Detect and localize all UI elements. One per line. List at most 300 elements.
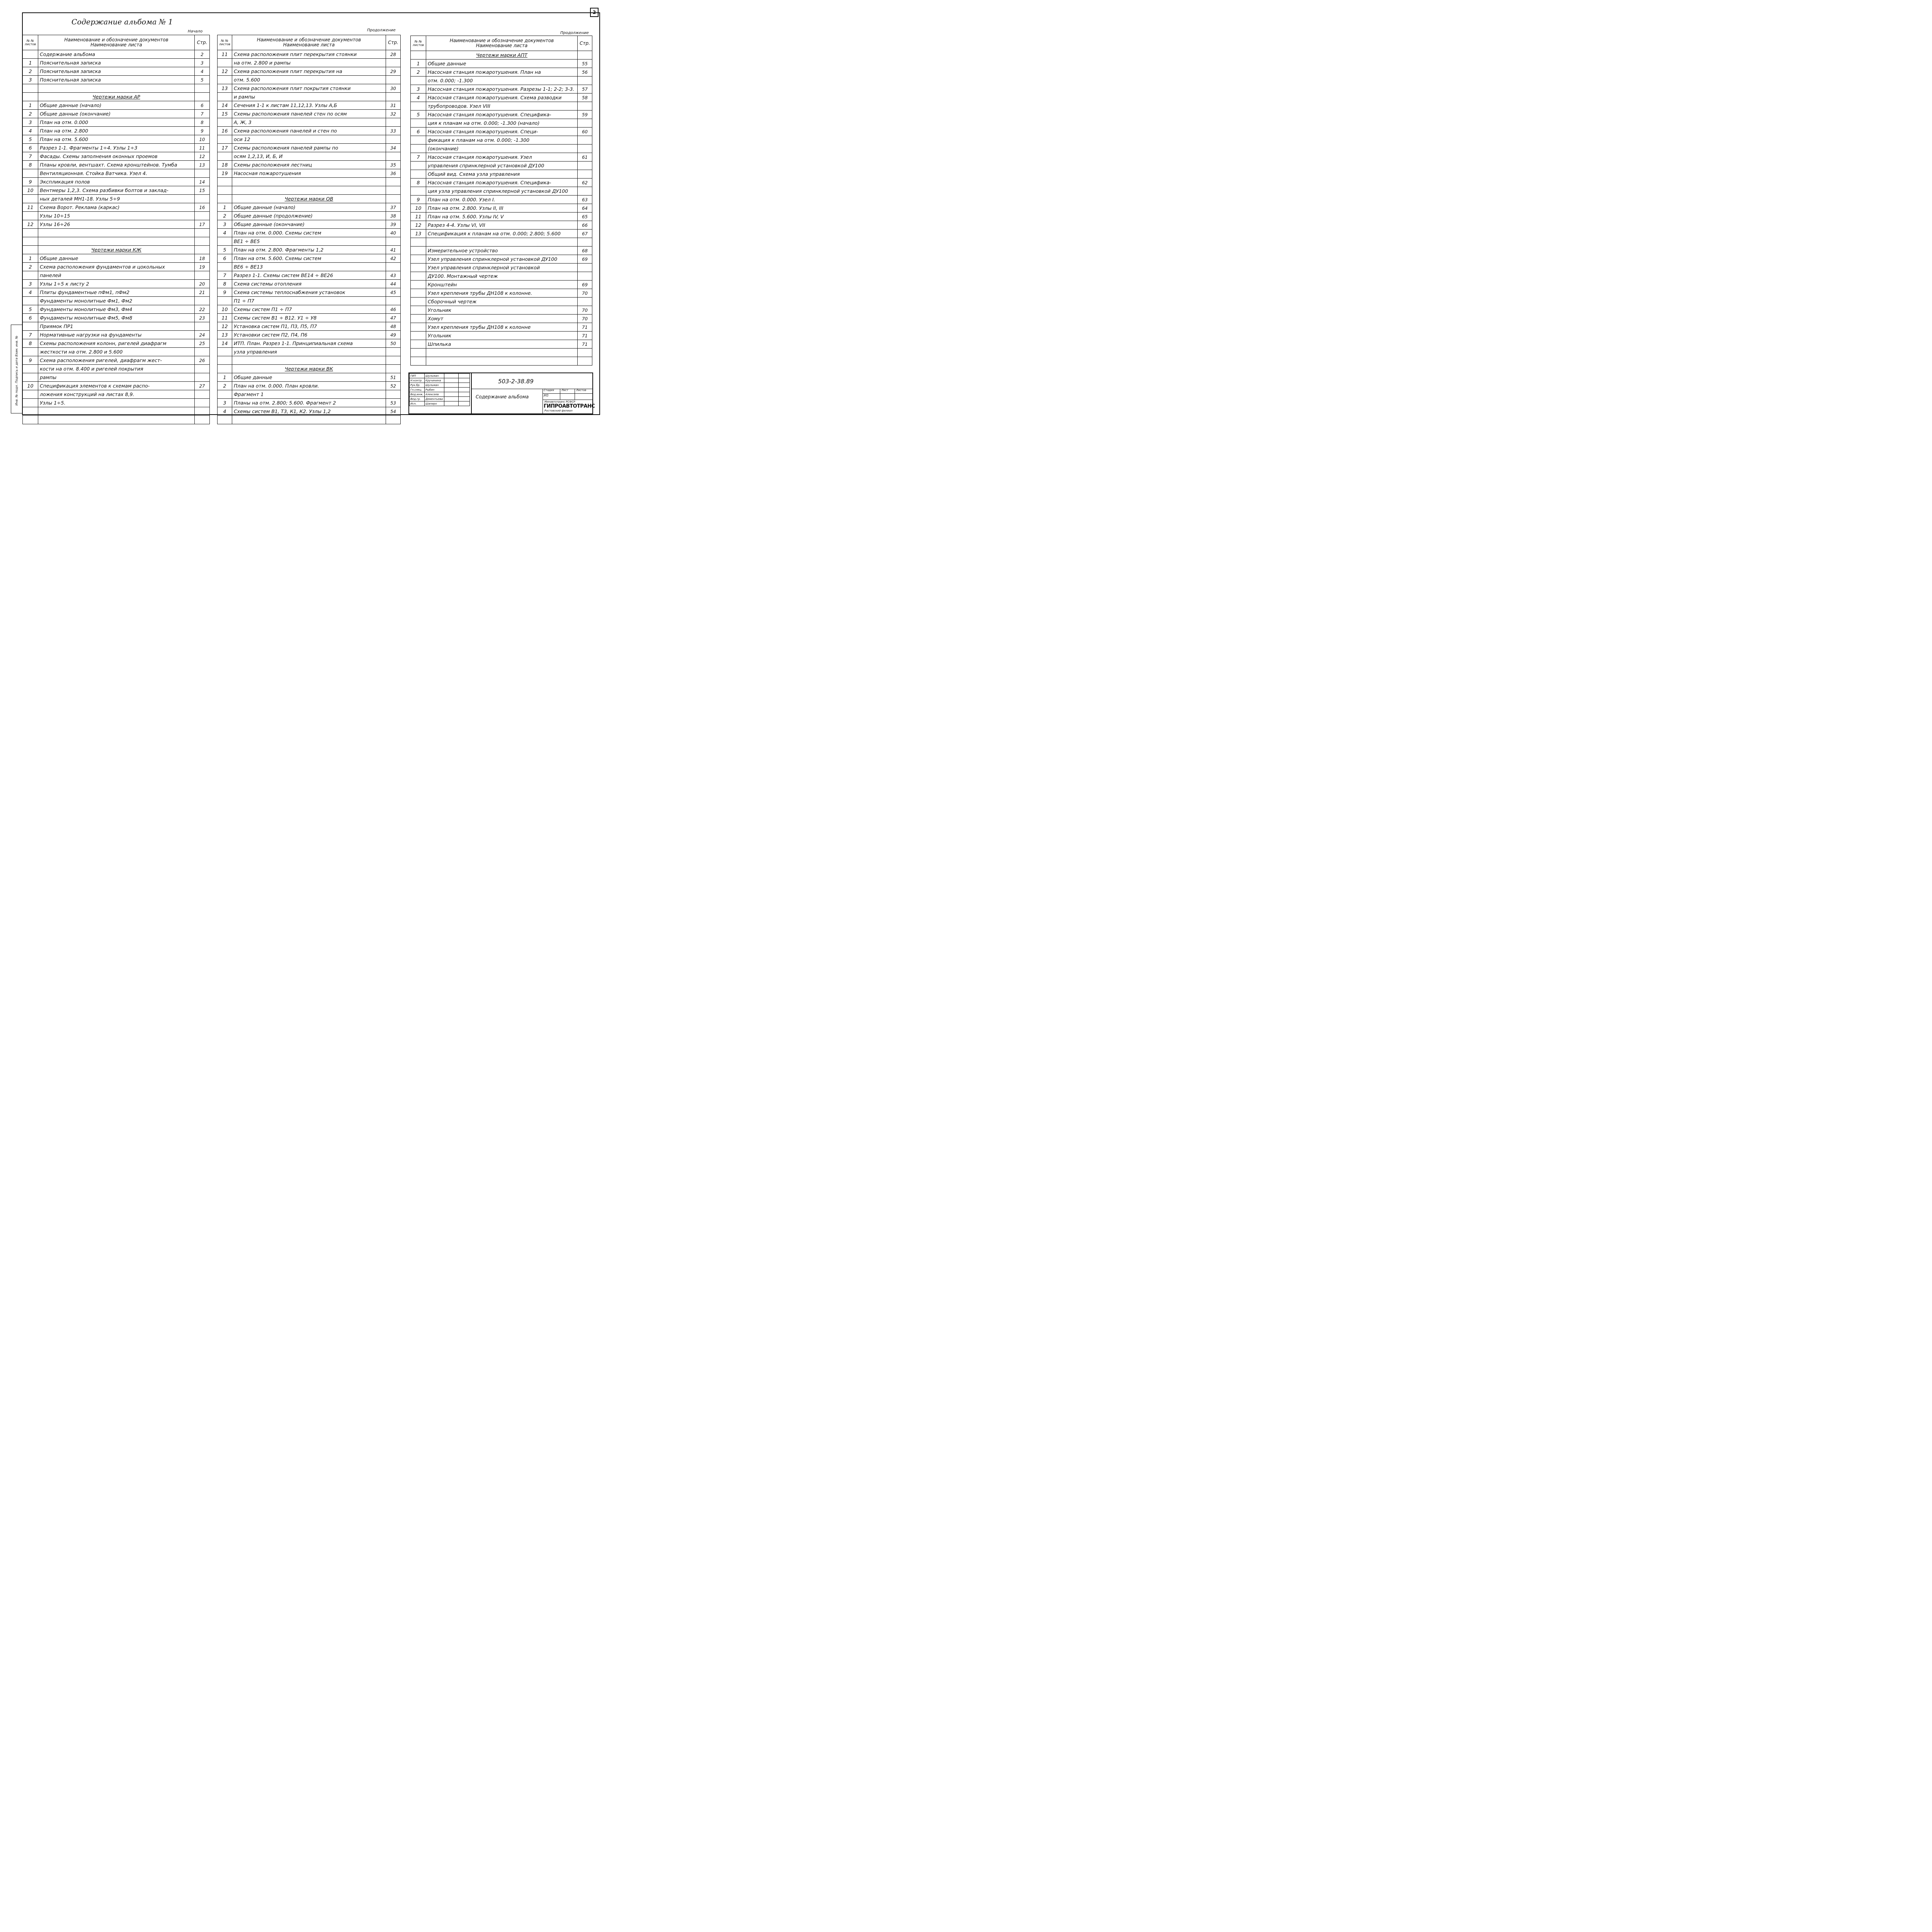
sheet-number — [411, 298, 426, 306]
page-ref — [386, 152, 401, 161]
sheet-number — [411, 332, 426, 340]
page-ref: 42 — [386, 254, 401, 263]
table-row — [218, 212, 401, 220]
table-row — [23, 280, 210, 288]
sheet-name: оси 12 — [232, 135, 386, 144]
sheet-number — [23, 365, 38, 373]
sheet-name: Насосная станция пожаротушения. Специфика- — [426, 111, 578, 119]
table-row — [218, 382, 401, 390]
sheet-number: 9 — [23, 178, 38, 186]
page-ref — [386, 76, 401, 84]
table-row — [23, 390, 210, 399]
sheet-number — [411, 119, 426, 128]
sheet-number — [218, 195, 232, 203]
page-ref: 20 — [195, 280, 210, 288]
table-row — [23, 331, 210, 339]
sheet-number — [23, 229, 38, 237]
sheet-name: Схема системы теплоснабжения установок — [232, 288, 386, 297]
page-ref — [578, 298, 592, 306]
table-row — [411, 111, 592, 119]
signature-role: Рук.бр. — [410, 383, 425, 388]
sheet-name: на отм. 2.800 и рампы — [232, 59, 386, 67]
page-ref: 69 — [578, 281, 592, 289]
page-ref — [195, 373, 210, 382]
table-row — [23, 382, 210, 390]
page-ref: 69 — [578, 255, 592, 264]
section-heading: Чертежи марки КЖ — [38, 246, 195, 254]
sheet-name: Узлы 10÷15 — [38, 212, 195, 220]
signature-role: ГИП — [410, 374, 425, 378]
page-ref: 23 — [195, 314, 210, 322]
section-heading: Чертежи марки АПТ — [426, 51, 578, 60]
table-row — [411, 60, 592, 68]
table-row — [218, 76, 401, 84]
page-ref: 8 — [195, 118, 210, 127]
sheet-label: Лист — [561, 389, 568, 392]
page-ref: 31 — [386, 101, 401, 110]
table-row — [411, 85, 592, 94]
sheet-number — [411, 264, 426, 272]
sheet-name: Установки систем П2, П4, П6 — [232, 331, 386, 339]
page-ref: 34 — [386, 144, 401, 152]
sheet-number — [218, 118, 232, 127]
sheet-number: 8 — [23, 339, 38, 348]
page-ref: 63 — [578, 196, 592, 204]
sheet-number: 12 — [218, 67, 232, 76]
title-block — [408, 372, 593, 414]
sheet-number: 5 — [218, 246, 232, 254]
sheet-number: 3 — [218, 399, 232, 407]
signature-name: Шульман — [425, 374, 444, 378]
sheet-number: 8 — [218, 280, 232, 288]
signature-date — [459, 378, 470, 383]
sheet-number: 6 — [23, 144, 38, 152]
table-row — [218, 314, 401, 322]
table-row — [411, 332, 592, 340]
sheet-name: Схемы систем В1, Т3, К1, К2. Узлы 1,2 — [232, 407, 386, 416]
page-ref: 17 — [195, 220, 210, 229]
table-row — [218, 59, 401, 67]
page-ref — [578, 77, 592, 85]
sheet-number: 7 — [23, 331, 38, 339]
sheet-name: Плиты фундаментные пФм1, пФм2 — [38, 288, 195, 297]
page-ref — [195, 246, 210, 254]
table-row — [218, 271, 401, 280]
sheet-name: Узел управления спринклерной установкой — [426, 264, 578, 272]
table-row — [218, 135, 401, 144]
sheet-number: 2 — [23, 263, 38, 271]
signature-date — [459, 383, 470, 388]
sheet-number: 8 — [411, 179, 426, 187]
table-row — [411, 136, 592, 145]
page-ref: 71 — [578, 332, 592, 340]
signature-row — [410, 374, 470, 378]
page-ref: 41 — [386, 246, 401, 254]
page-ref — [195, 416, 210, 424]
signature-role: Н.контр. — [410, 378, 425, 383]
table-row — [23, 93, 210, 101]
sheet-number — [23, 416, 38, 424]
sheet-number — [218, 348, 232, 356]
page-ref: 5 — [195, 76, 210, 84]
sheet-number — [23, 297, 38, 305]
sheet-name: Схема расположения плит перекрытия на — [232, 67, 386, 76]
table-row — [218, 110, 401, 118]
sheet-number — [411, 170, 426, 179]
sheet-name: Фундаменты монолитные Фм1, Фм2 — [38, 297, 195, 305]
sheet-number — [218, 178, 232, 186]
sheet-name: Общие данные (продолжение) — [232, 212, 386, 220]
page-ref: 33 — [386, 127, 401, 135]
sheet-name: Схема расположения ригелей, диафрагм жест- — [38, 356, 195, 365]
page-ref — [195, 365, 210, 373]
page-ref: 58 — [578, 94, 592, 102]
sheet-name: Пояснительная записка — [38, 67, 195, 76]
sheet-number: 3 — [218, 220, 232, 229]
page-ref: 27 — [195, 382, 210, 390]
signature-date — [459, 401, 470, 406]
sheet-name: Схемы систем П1 ÷ П7 — [232, 305, 386, 314]
col-header-page: Стр. — [195, 35, 210, 50]
sheet-number — [23, 399, 38, 407]
page-ref: 60 — [578, 128, 592, 136]
sheet-number — [411, 357, 426, 366]
sheet-name: Узлы 16÷26 — [38, 220, 195, 229]
sheet-number: 1 — [218, 203, 232, 212]
sheet-name — [232, 178, 386, 186]
page-ref: 55 — [578, 60, 592, 68]
sheet-name: Кронштейн — [426, 281, 578, 289]
sheet-name: Узел крепления трубы ДН108 к колонне — [426, 323, 578, 332]
page-ref — [578, 349, 592, 357]
sheet-name: Фундаменты монолитные Фм3, Фм4 — [38, 305, 195, 314]
page-ref: 70 — [578, 306, 592, 315]
table-row — [23, 186, 210, 195]
sheet-number: 1 — [23, 101, 38, 110]
page-ref — [386, 297, 401, 305]
page-ref — [195, 169, 210, 178]
sheet-number — [411, 255, 426, 264]
document-code: 503-2-38.89 — [498, 378, 534, 385]
sheet-name: Насосная станция пожаротушения. Разрезы 1-1; 2-2; 3-3. — [426, 85, 578, 94]
page-ref: 66 — [578, 221, 592, 230]
table-row — [411, 102, 592, 111]
page-ref — [386, 365, 401, 373]
sheet-name: План на отм. 5.600. Схемы систем — [232, 254, 386, 263]
sheet-name: Общие данные (окончание) — [232, 220, 386, 229]
page-ref: 15 — [195, 186, 210, 195]
sheet-name: Вентиляционная. Стойка Ватчика. Узел 4. — [38, 169, 195, 178]
sheet-number: 13 — [218, 331, 232, 339]
sheet-name: Разрез 4-4. Узлы VI, VII — [426, 221, 578, 230]
sheet-number: 11 — [218, 50, 232, 59]
col-header-page: Стр. — [386, 35, 401, 50]
sheet-number: 1 — [411, 60, 426, 68]
page-ref: 13 — [195, 161, 210, 169]
table-row — [411, 68, 592, 77]
sheet-number: 2 — [218, 382, 232, 390]
table-row — [411, 77, 592, 85]
page-ref — [195, 399, 210, 407]
sheet-name: Приямок ПР1 — [38, 322, 195, 331]
table-row — [411, 213, 592, 221]
table-row — [23, 339, 210, 348]
page-ref: 57 — [578, 85, 592, 94]
sheet-name — [426, 349, 578, 357]
signature-role: Вед.инж. — [410, 392, 425, 397]
sheet-number — [411, 162, 426, 170]
sheet-name: узла управления — [232, 348, 386, 356]
sheet-name: Общие данные — [426, 60, 578, 68]
sheet-number: 11 — [23, 203, 38, 212]
table-row — [23, 297, 210, 305]
page-ref: 32 — [386, 110, 401, 118]
sheet-number: 10 — [23, 382, 38, 390]
sheet-number: 3 — [23, 118, 38, 127]
signature-mark — [444, 378, 459, 383]
page-ref — [195, 84, 210, 93]
sheet-name: Общие данные — [232, 373, 386, 382]
sheet-name: Насосная станция пожаротушения. Специ- — [426, 128, 578, 136]
sheet-name: Насосная станция пожаротушения. Схема разводки — [426, 94, 578, 102]
sheet-number: 9 — [218, 288, 232, 297]
sheet-number: 2 — [218, 212, 232, 220]
sheet-number — [411, 187, 426, 196]
page-ref: 3 — [195, 59, 210, 67]
page-ref: 35 — [386, 161, 401, 169]
sheet-number — [23, 390, 38, 399]
page-ref: 39 — [386, 220, 401, 229]
sheet-number: 6 — [218, 254, 232, 263]
sheet-name: осям 1,2,13, И, Б, И — [232, 152, 386, 161]
page-ref: 38 — [386, 212, 401, 220]
page-ref: 70 — [578, 289, 592, 298]
sheet-name: Фундаменты монолитные Фм5, Фм8 — [38, 314, 195, 322]
sheet-number — [411, 136, 426, 145]
table-row — [218, 186, 401, 195]
table-row — [23, 110, 210, 118]
table-2-caption: Продолжение — [367, 28, 396, 32]
sheet-name: Разрез 1-1. Схемы систем ВЕ14 ÷ ВЕ26 — [232, 271, 386, 280]
page-ref: 16 — [195, 203, 210, 212]
page-ref: 6 — [195, 101, 210, 110]
page-ref: 64 — [578, 204, 592, 213]
sheet-number — [411, 272, 426, 281]
sheet-number: 13 — [411, 230, 426, 238]
sheet-name: Экспликация полов — [38, 178, 195, 186]
sheet-name: панелей — [38, 271, 195, 280]
table-row — [23, 263, 210, 271]
page-ref — [386, 186, 401, 195]
sheet-name — [38, 407, 195, 416]
sheet-number — [218, 135, 232, 144]
table-row — [218, 144, 401, 152]
page-ref — [386, 416, 401, 424]
sheet-number: 18 — [218, 161, 232, 169]
page-ref — [578, 170, 592, 179]
page-ref: 36 — [386, 169, 401, 178]
table-row — [218, 331, 401, 339]
sheet-name: Узел крепления трубы ДН108 к колонне. — [426, 289, 578, 298]
page-ref: 19 — [195, 263, 210, 271]
sheet-name: Насосная станция пожаротушения. План на — [426, 68, 578, 77]
page-ref: 11 — [195, 144, 210, 152]
sheet-number: 6 — [411, 128, 426, 136]
sheet-number — [218, 297, 232, 305]
table-row — [23, 288, 210, 297]
sheet-number — [23, 169, 38, 178]
sheet-name: Шпилька — [426, 340, 578, 349]
sheet-number: 8 — [23, 161, 38, 169]
table-row — [218, 237, 401, 246]
table-row — [411, 238, 592, 247]
sheet-name — [38, 416, 195, 424]
sheet-number: 12 — [218, 322, 232, 331]
sheet-name: (окончание) — [426, 145, 578, 153]
col-header-num: № № листов — [218, 35, 232, 50]
table-row — [411, 247, 592, 255]
page-ref — [578, 136, 592, 145]
table-row — [23, 144, 210, 152]
col-header-name: Наименование и обозначение документов Наименование листа — [38, 35, 195, 50]
signature-row — [410, 388, 470, 392]
sheet-name: ложения конструкций на листах 8,9. — [38, 390, 195, 399]
table-row — [23, 220, 210, 229]
table-row — [218, 416, 401, 424]
signature-row — [410, 397, 470, 401]
sheet-name: Спецификация к планам на отм. 0.000; 2.800; 5.600 — [426, 230, 578, 238]
table-row — [218, 195, 401, 203]
sheet-number: 17 — [218, 144, 232, 152]
sheet-name: отм. 5.600 — [232, 76, 386, 84]
table-row — [23, 356, 210, 365]
sheet-name: Насосная пожаротушения — [232, 169, 386, 178]
sheet-name: отм. 0.000; -1.300 — [426, 77, 578, 85]
sheet-number: 11 — [411, 213, 426, 221]
signature-date — [459, 374, 470, 378]
table-row — [411, 230, 592, 238]
page-ref: 18 — [195, 254, 210, 263]
table-row — [218, 305, 401, 314]
sheet-name: Нормативные нагрузки на фундаменты — [38, 331, 195, 339]
page-ref: 48 — [386, 322, 401, 331]
col-header-page: Стр. — [578, 36, 592, 51]
table-row — [23, 373, 210, 382]
sheet-name: Планы на отм. 2.800; 5.600. Фрагмент 2 — [232, 399, 386, 407]
table-row — [411, 128, 592, 136]
table-row — [411, 264, 592, 272]
signature-row — [410, 383, 470, 388]
sheet-number: 7 — [23, 152, 38, 161]
table-row — [218, 246, 401, 254]
signature-role: Исп. — [410, 401, 425, 406]
sheet-name: и рампы — [232, 93, 386, 101]
sheet-name: П1 ÷ П7 — [232, 297, 386, 305]
sheet-name: Общие данные (окончание) — [38, 110, 195, 118]
page-ref: 61 — [578, 153, 592, 162]
sheet-name: Схема расположения плит перекрытия стоянки — [232, 50, 386, 59]
table-row — [218, 84, 401, 93]
sheet-name: ВЕ6 ÷ ВЕ13 — [232, 263, 386, 271]
contents-table-3 — [410, 36, 592, 366]
sheet-name: ИТП. План. Разрез 1-1. Принципиальная схема — [232, 339, 386, 348]
sheet-number: 1 — [23, 59, 38, 67]
sheet-number: 5 — [23, 305, 38, 314]
sheet-number: 5 — [23, 135, 38, 144]
table-row — [218, 220, 401, 229]
sheet-number — [218, 390, 232, 399]
sheet-name: Пояснительная записка — [38, 76, 195, 84]
signature-name: Шульман — [425, 383, 444, 388]
sheet-number — [411, 340, 426, 349]
sheet-title: Содержание альбома — [476, 394, 529, 400]
signature-mark — [444, 392, 459, 397]
table-row — [218, 93, 401, 101]
sheet-number — [218, 76, 232, 84]
page-ref: 28 — [386, 50, 401, 59]
sheet-number: 12 — [411, 221, 426, 230]
page-ref: 43 — [386, 271, 401, 280]
page-ref: 52 — [386, 382, 401, 390]
table-row — [218, 399, 401, 407]
sheet-number — [411, 247, 426, 255]
table-row — [23, 195, 210, 203]
page-ref — [578, 119, 592, 128]
table-row — [23, 135, 210, 144]
sidebar-text: Инв. № подл. Подпись и дата Взам. инв. № — [15, 335, 19, 406]
table-row — [411, 349, 592, 357]
sheet-name — [38, 237, 195, 246]
table-row — [411, 94, 592, 102]
table-row — [23, 365, 210, 373]
table-row — [23, 169, 210, 178]
sheet-name: Схема расположения фундаментов и цокольных — [38, 263, 195, 271]
table-row — [218, 101, 401, 110]
sheet-number: 16 — [218, 127, 232, 135]
sheet-name: ция узла управления спринклерной установкой ДУ100 — [426, 187, 578, 196]
approval-sidebar — [11, 325, 22, 413]
sheet-number: 1 — [23, 254, 38, 263]
signature-name: Дементьева — [425, 397, 444, 401]
page-ref: 56 — [578, 68, 592, 77]
page-ref: 30 — [386, 84, 401, 93]
page-ref — [578, 238, 592, 247]
sheet-name: рампы — [38, 373, 195, 382]
sheet-name: Фасады. Схемы заполнения оконных проемов — [38, 152, 195, 161]
page-ref: 59 — [578, 111, 592, 119]
sheet-name: Узел управления спринклерной установкой ДУ100 — [426, 255, 578, 264]
sheet-number: 12 — [23, 220, 38, 229]
page-ref — [195, 322, 210, 331]
table-row — [218, 373, 401, 382]
table-row — [23, 127, 210, 135]
sheet-number: 2 — [23, 110, 38, 118]
page-ref — [578, 102, 592, 111]
sheet-number — [23, 271, 38, 280]
table-row — [218, 118, 401, 127]
sheet-number — [411, 281, 426, 289]
sheet-name: Планы кровли, вентшахт. Схема кронштейнов. Тумба — [38, 161, 195, 169]
contents-table-2 — [217, 35, 401, 424]
sheet-number: 19 — [218, 169, 232, 178]
sheet-name: План на отм. 0.000 — [38, 118, 195, 127]
table-row — [218, 161, 401, 169]
sheet-number — [23, 93, 38, 101]
org-name: ГИПРОАВТОТРАНС — [544, 403, 595, 409]
table-row — [218, 229, 401, 237]
sheet-number — [411, 349, 426, 357]
table-row — [23, 314, 210, 322]
